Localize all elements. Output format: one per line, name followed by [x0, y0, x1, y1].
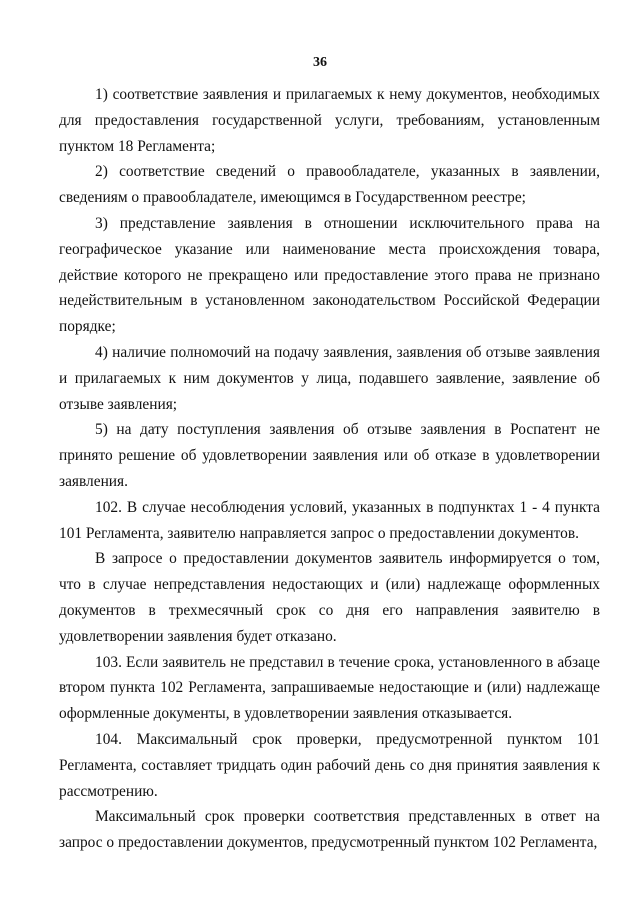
- page-number: 36: [313, 55, 327, 70]
- paragraph-request-info: В запросе о предоставлении документов заявитель информируется о том, что в случае непредставления недостающих и (или) надлежаще оформленных документов в трехмесячный срок со дня его направления заявителю в удовлетворении заявления будет отказано.: [59, 550, 600, 645]
- paragraph-104: 104. Максимальный срок проверки, предусмотренной пунктом 101 Регламента, составляет тридцать один рабочий день со дня принятия заявления к рассмотрению.: [59, 730, 600, 800]
- paragraph-item-4: 4) наличие полномочий на подачу заявления, заявления об отзыве заявления и прилагаемых к ним документов у лица, подавшего заявление, заявление об отзыве заявления;: [59, 343, 600, 413]
- paragraph-item-5: 5) на дату поступления заявления об отзыве заявления в Роспатент не принято решение об удовлетворении заявления или об отказе в удовлетворении заявления.: [59, 421, 600, 490]
- paragraph-102: 102. В случае несоблюдения условий, указанных в подпунктах 1 - 4 пункта 101 Регламента, заявителю направляется запрос о предоставлении документов.: [59, 498, 600, 542]
- paragraph-item-3: 3) представление заявления в отношении исключительного права на географическое указание или наименование места происхождения товара, действие которого не прекращено или предоставление этого права не признано недействительным в установленном законодательством Российской Федерации порядке;: [59, 214, 600, 336]
- paragraph-103: 103. Если заявитель не представил в течение срока, установленного в абзаце втором пункта 102 Регламента, запрашиваемые недостающие и (или) надлежаще оформленные документы, в удовлетворении заявления отказывается.: [59, 653, 600, 723]
- paragraph-item-2: 2) соответствие сведений о правообладателе, указанных в заявлении, сведениям о правообладателе, имеющимся в Государственном реестре;: [59, 163, 600, 207]
- paragraph-max-term: Максимальный срок проверки соответствия представленных в ответ на запрос о предоставлении документов, предусмотренный пунктом 102 Регламента,: [59, 808, 600, 852]
- paragraph-item-1: 1) соответствие заявления и прилагаемых к нему документов, необходимых для предоставления государственной услуги, требованиям, установленным пунктом 18 Регламента;: [59, 86, 600, 155]
- document-body: [59, 82, 600, 856]
